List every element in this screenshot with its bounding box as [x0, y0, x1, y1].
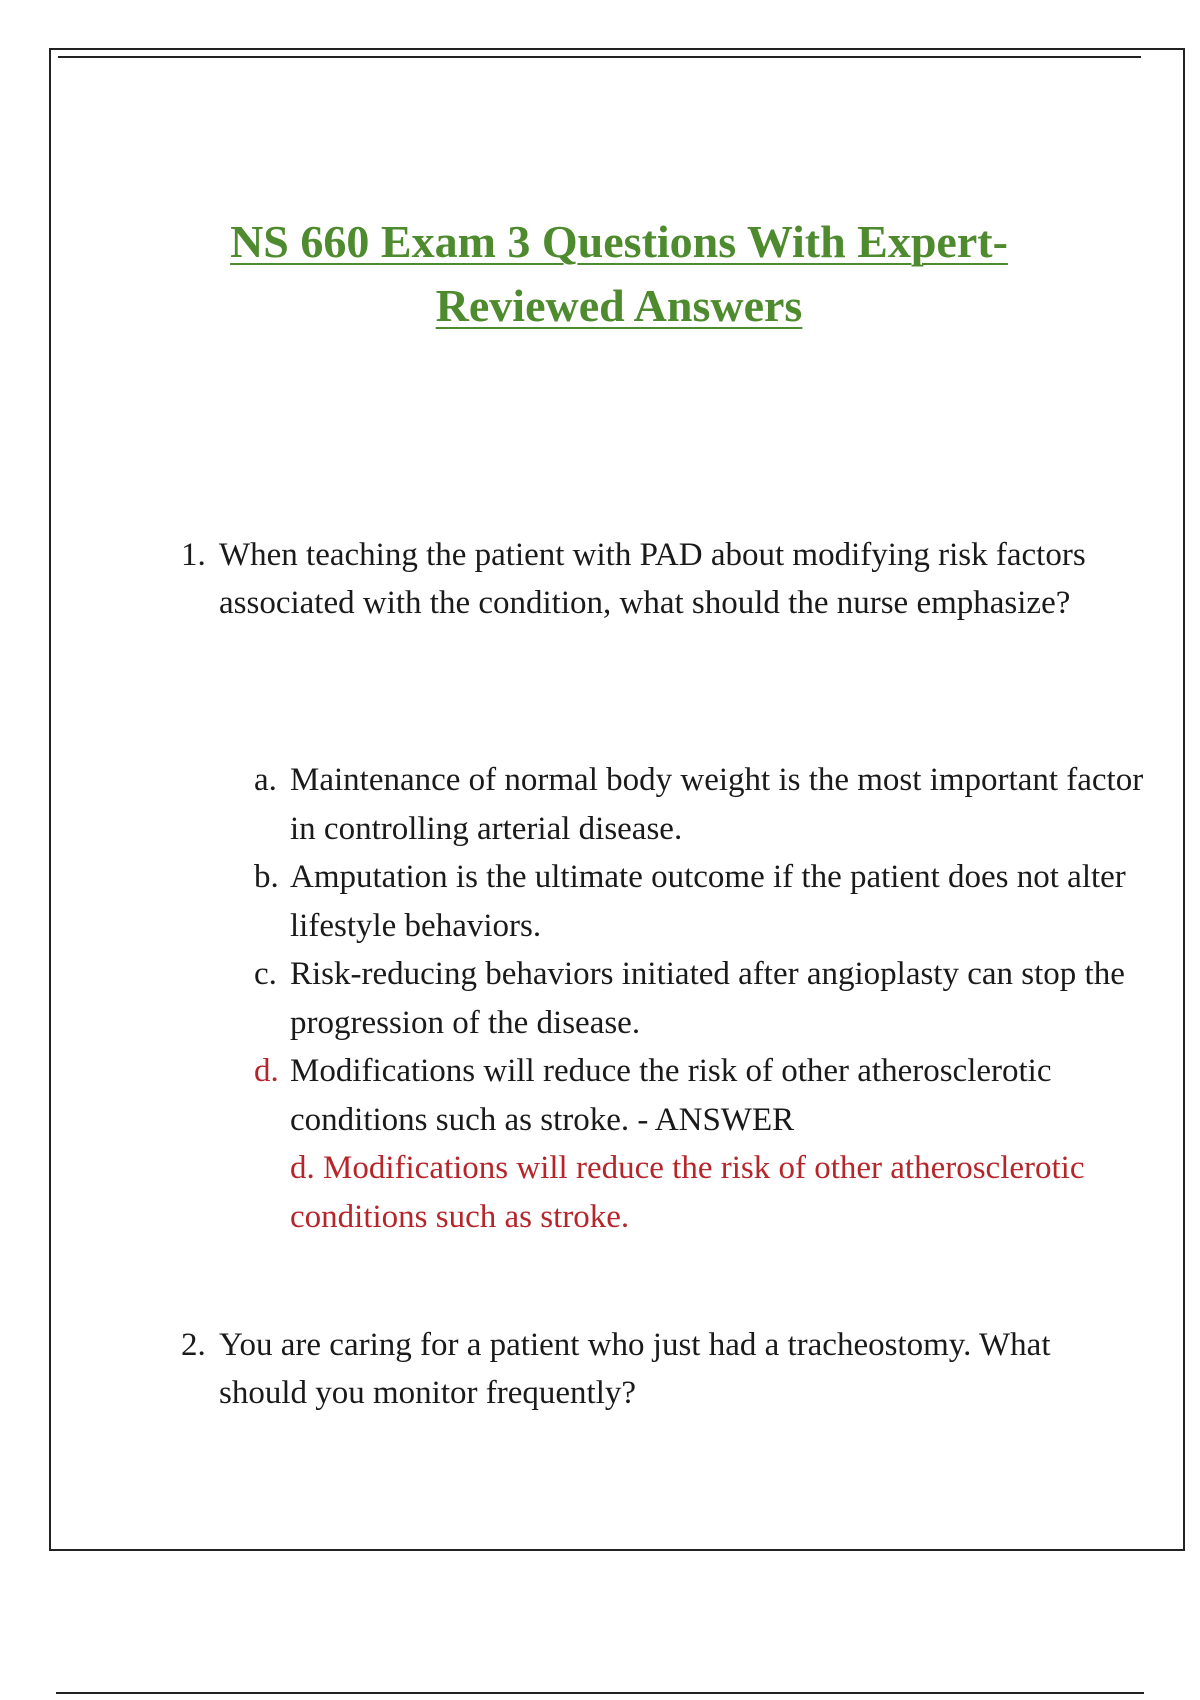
option-c: [254, 950, 1154, 1047]
question-1: [181, 531, 1141, 627]
question-text: You are caring for a patient who just had a tracheostomy. What should you monitor frequently?: [219, 1327, 1051, 1411]
option-a: [254, 756, 1154, 853]
option-letter: a.: [254, 762, 277, 798]
question-number: 2.: [181, 1327, 206, 1363]
title-line-1: NS 660 Exam 3 Questions With Expert-: [230, 216, 1008, 267]
option-d: [254, 1047, 1154, 1241]
option-text: Maintenance of normal body weight is the most important factor in controlling arterial disease.: [290, 762, 1144, 847]
option-letter: c.: [254, 956, 277, 992]
option-text: Risk-reducing behaviors initiated after angioplasty can stop the progression of the disease.: [290, 956, 1125, 1041]
option-b: [254, 853, 1154, 950]
question-1-options: [254, 756, 1154, 1241]
title-line-2: Reviewed Answers: [435, 280, 803, 331]
document-title: [51, 210, 1187, 338]
option-d-text: Modifications will reduce the risk of other atherosclerotic conditions such as stroke. - ANSWER: [290, 1053, 1052, 1138]
answer-text: d. Modifications will reduce the risk of other atherosclerotic conditions such as stroke.: [290, 1150, 1085, 1235]
option-letter: b.: [254, 859, 279, 895]
page-frame: [49, 48, 1185, 1551]
next-page-top-rule: [56, 1692, 1144, 1694]
question-2: [181, 1321, 1141, 1417]
question-text: When teaching the patient with PAD about modifying risk factors associated with the condition, what should the nurse emphasize?: [219, 537, 1086, 621]
question-number: 1.: [181, 537, 206, 573]
option-letter: d.: [254, 1053, 279, 1089]
option-text: [290, 1047, 1154, 1241]
option-text: Amputation is the ultimate outcome if the patient does not alter lifestyle behaviors.: [290, 859, 1126, 944]
top-rule: [58, 56, 1141, 58]
